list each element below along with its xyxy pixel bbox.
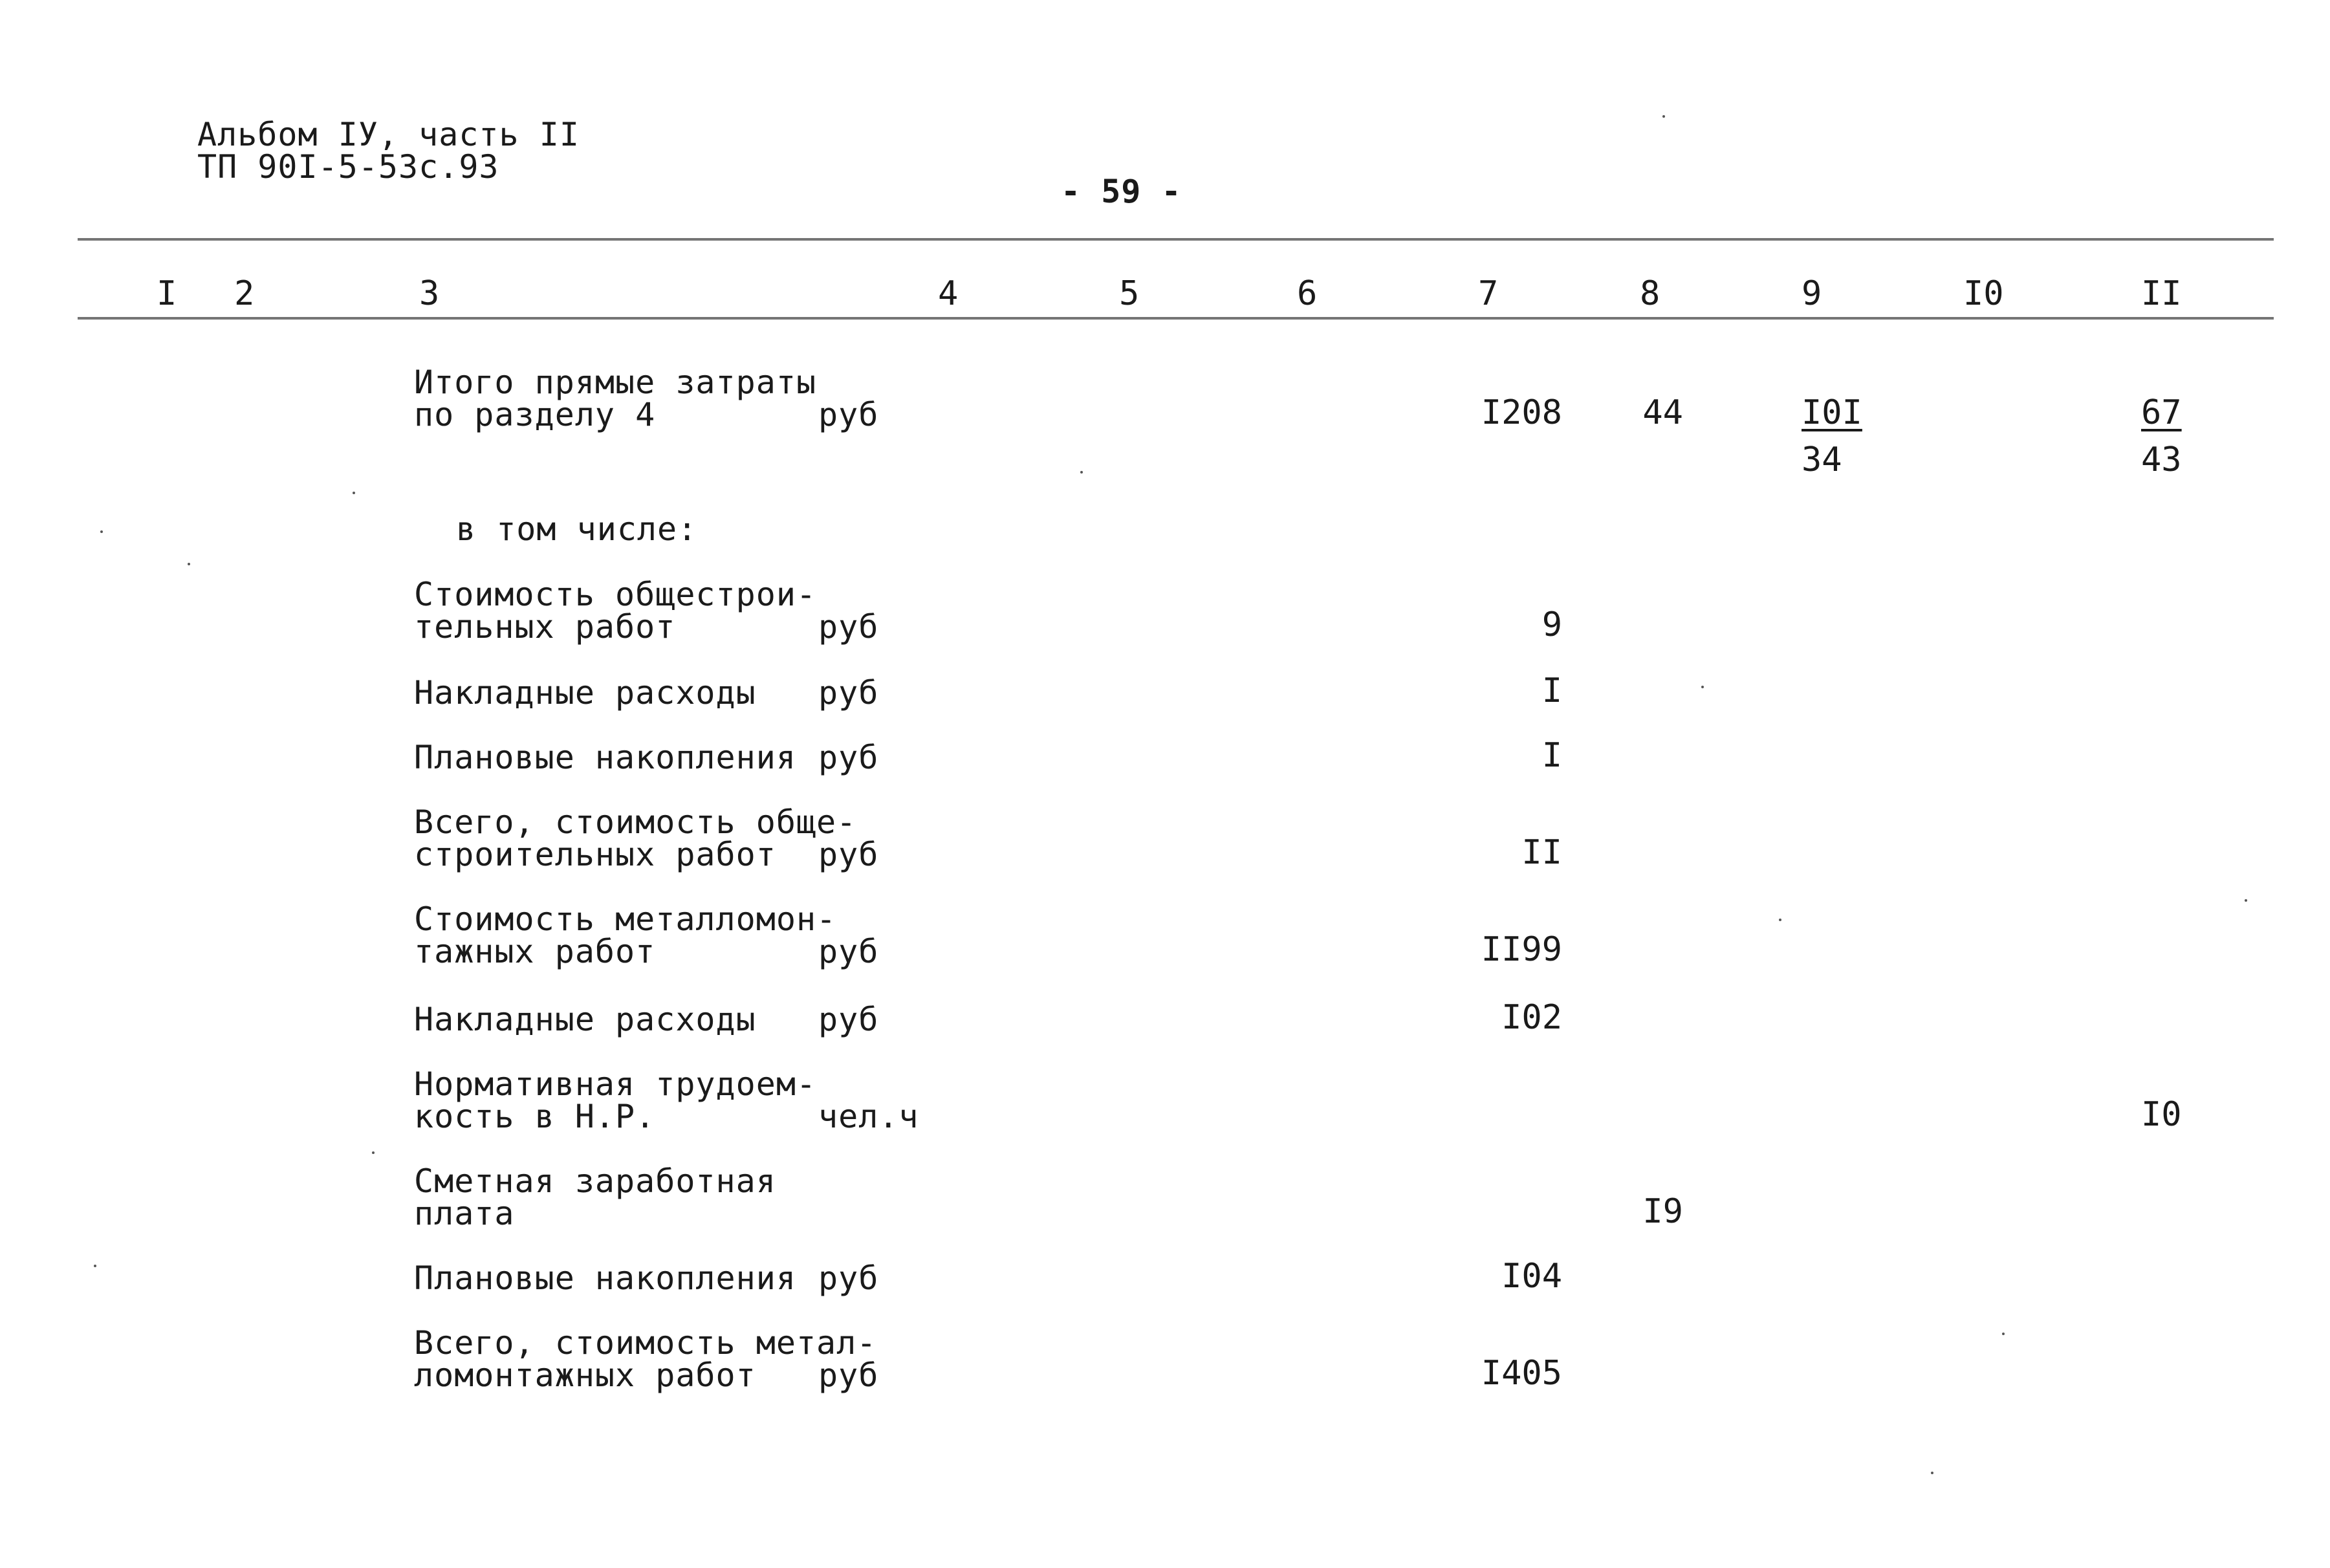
row-label: Нормативная трудоем- [414, 1065, 817, 1103]
cell-col7: I405 [1481, 1354, 1562, 1393]
row-label: Накладные расходы [414, 674, 756, 712]
top-rule [78, 238, 2274, 241]
column-header-10: I0 [1963, 274, 2004, 313]
row-label: кость в Н.Р. [414, 1098, 656, 1135]
column-header-5: 5 [1119, 274, 1140, 313]
row-label: Всего, стоимость метал- [414, 1324, 877, 1362]
row-unit: руб [818, 739, 879, 776]
row-unit: руб [818, 674, 879, 712]
cell-col11-denominator: 43 [2141, 441, 2182, 479]
row-unit: руб [818, 396, 879, 433]
scan-speck [1080, 471, 1083, 474]
row-label: Итого прямые затраты [414, 364, 817, 401]
row-label: Сметная заработная [414, 1162, 776, 1200]
column-header-7: 7 [1478, 274, 1499, 313]
column-header-11: II [2141, 274, 2182, 313]
scan-speck [1779, 919, 1781, 921]
cell-col8: 44 [1642, 393, 1683, 432]
row-label: Плановые накопления [414, 739, 796, 776]
album-line: Альбом IУ, часть II [197, 116, 580, 153]
column-header-8: 8 [1640, 274, 1660, 313]
scan-speck [188, 563, 190, 565]
row-unit: руб [818, 1356, 879, 1394]
scan-speck [100, 530, 103, 533]
page-number: - 59 - [1061, 173, 1182, 210]
column-header-1: I [157, 274, 177, 313]
scan-speck [94, 1265, 96, 1267]
cell-col7: II99 [1481, 930, 1562, 969]
cell-col11: I0 [2141, 1095, 2182, 1134]
row-unit: чел.ч [818, 1098, 919, 1135]
row-unit: руб [818, 836, 879, 873]
row-label: Плановые накопления [414, 1259, 796, 1297]
cell-col7: I [1541, 671, 1562, 710]
row-label: Стоимость металломон- [414, 900, 837, 938]
row-label: Всего, стоимость обще- [414, 803, 857, 841]
scan-speck [372, 1151, 375, 1154]
row-label: Накладные расходы [414, 1001, 756, 1038]
project-line: ТП 90I-5-53с.93 [197, 148, 499, 186]
row-label: плата [414, 1195, 515, 1232]
column-header-6: 6 [1297, 274, 1318, 313]
row-label: тажных работ [414, 933, 656, 970]
row-unit: руб [818, 1259, 879, 1297]
scan-speck [1701, 686, 1704, 688]
cell-col7: I [1541, 736, 1562, 775]
row-label: тельных работ [414, 608, 676, 646]
scan-speck [1662, 115, 1665, 118]
cell-col9-numerator: I0I [1802, 393, 1862, 432]
row-label: ломонтажных работ [414, 1356, 756, 1394]
cell-col9-denominator: 34 [1802, 441, 1842, 479]
header-bottom-rule [78, 317, 2274, 320]
cell-col7: I208 [1481, 393, 1562, 432]
cell-col8: I9 [1642, 1192, 1683, 1231]
cell-col7: 9 [1541, 605, 1562, 644]
row-label: по разделу 4 [414, 396, 656, 433]
cell-col7: I02 [1501, 998, 1562, 1037]
cell-col11-numerator: 67 [2141, 393, 2182, 432]
scan-speck [2245, 899, 2247, 902]
row-label: строительных работ [414, 836, 776, 873]
row-subheading: в том числе: [456, 510, 698, 548]
row-unit: руб [818, 608, 879, 646]
column-header-2: 2 [234, 274, 255, 313]
row-unit: руб [818, 1001, 879, 1038]
cell-col7: II [1521, 833, 1562, 872]
scan-speck [353, 492, 355, 494]
column-header-9: 9 [1802, 274, 1822, 313]
scan-speck [1931, 1472, 1933, 1474]
column-header-3: 3 [419, 274, 440, 313]
scan-speck [2002, 1333, 2005, 1335]
row-unit: руб [818, 933, 879, 970]
row-label: Стоимость общестрои- [414, 576, 817, 613]
column-header-4: 4 [938, 274, 959, 313]
cell-col7: I04 [1501, 1257, 1562, 1296]
